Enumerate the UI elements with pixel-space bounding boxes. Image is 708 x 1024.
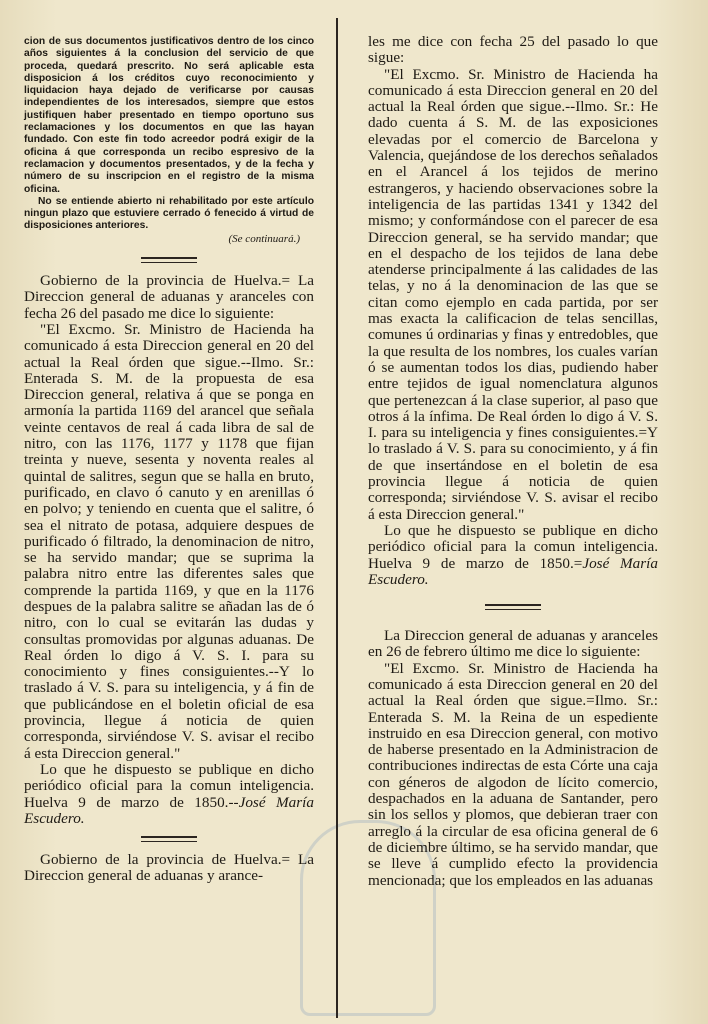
decree-paragraph: cion de sus documentos justificativos dentro de los cinco años siguientes á la conclusion del servicio de que proceda, quedará prescrito. No será aplicable esta disposicion á los créditos cuyo reconocimiento y liquidacion haya dejado de verificarse por causas independientes de los interesados, siempre que estos justifiquen haber presentado en tiempo oportuno sus reclamaciones y los documentos en que las hayan fundado. Con este fin todo acreedor podrá exigir de la oficina á que corresponda un recibo espresivo de la reclamacion y documentos presentados, y de la fecha y número de su inscripcion en el registro de la misma oficina. <box>24 36 314 195</box>
article-algodon <box>368 628 658 889</box>
signature: José María Escudero. <box>368 554 658 588</box>
royal-order-quote: "El Excmo. Sr. Ministro de Hacienda ha comunicado á esta Direccion general en 20 del actual la Real órden que sigue.--Ilmo. Sr.: Enterada S. M. de la propuesta de esa Direccion general, relativa á que se ponga en armonía la partida 1169 del arancel que señala veinte centavos de real á cada libra de sal de nitro, con las 1176, 1177 y 1178 que fijan treinta y nueve, sesenta y noventa reales al quintal de salitres, segun que se halla en bruto, purificado, en clavo ó canuto y en arenillas ó en polvo; y teniendo en cuenta que el salitre, ó sea el nitrato de potasa, adquiere despues de purificado ó filtrado, la denominacion de nitro, se ha servido mandar; que se suprima la palabra nitro entre las diferentes sales que comprende la partida 1169, y que en la 1176 despues de la palabra salitre se añadan las de ó nitro, con lo cual se evitarán las dudas y consultas promovidas por algunas aduanas. De Real órden lo digo á V. S. I. para su conocimiento y fines consiguientes.--Y lo traslado á V. S. para su inteligencia, y á fin de que publicándose en el boletin oficial de esa provincia, llegue á noticia de quien corresponda, sirviéndose V. S. avisar el recibo á esta Direccion general." <box>24 320 314 762</box>
royal-order-quote: "El Excmo. Sr. Ministro de Hacienda ha comunicado á esta Direccion general en 20 del actual la Real órden que sigue.=Ilmo. Sr.: Enterada S. M. la Reina de un espediente instruido en esa Direccion general, con motivo de haberse presentado en la Administracion de contribuciones indirectas de esta Córte una caja con géneros de algodon de lícito comercio, despachados en la aduana de Santander, pero sin los sellos y plomos, que debieran traer con arreglo á la circular de esa oficina general de 6 de diciembre último, se ha servido mandar, que se lleve á cumplido efecto la providencia mencionada; que los empleados en las aduanas <box>368 659 658 889</box>
article-intro: La Direccion general de aduanas y aranceles en 26 de febrero último me dice lo siguiente: <box>368 627 658 661</box>
article-heading-rest: La Direccion general de aduanas y arance- <box>24 851 314 885</box>
right-column <box>368 34 658 889</box>
closing-text: Lo que he dispuesto se publique en dicho periódico oficial para la comun inteligencia. Huelva 9 de marzo de 1850.= <box>368 521 658 572</box>
article-heading: Gobierno de la provincia de Huelva.= <box>40 851 291 869</box>
article-heading-rest: La Direccion general de aduanas y aranceles con fecha 26 del pasado me dice lo siguiente: <box>24 272 314 322</box>
article-huelva-nitro <box>24 273 314 827</box>
article-tejidos <box>368 34 658 588</box>
left-column <box>24 36 314 885</box>
section-separator <box>141 836 197 842</box>
section-separator <box>485 604 541 610</box>
article-huelva-2 <box>24 852 314 885</box>
decree-paragraph: No se entiende abierto ni rehabilitado por este artículo ningun plazo que estuviere cerrado ó fenecido á virtud de disposiciones anteriores. <box>24 195 314 232</box>
column-divider <box>336 18 338 1018</box>
signature: José María Escudero. <box>24 793 314 827</box>
article-heading: Gobierno de la provincia de Huelva.= <box>40 272 291 290</box>
closing-text: Lo que he dispuesto se publique en dicho periódico oficial para la comun inteligencia. Huelva 9 de marzo de 1850.-- <box>24 760 314 811</box>
section-separator <box>141 257 197 263</box>
royal-order-quote: "El Excmo. Sr. Ministro de Hacienda ha comunicado á esta Direccion general en 20 del actual la Real órden que sigue.--Ilmo. Sr.: He dado cuenta á S. M. de las exposiciones elevadas por el comercio de Barcelona y Valencia, quejándose de los derechos señalados en el Arancel á los tejidos de merino estrangeros, y haciendo observaciones sobre la inteligencia de las partidas 1341 y 1342 del mismo; y conformándose con el parecer de esa Direccion general, se ha servido mandar; que en el despacho de los tejidos de lana debe atenderse principalmente á las calidades de las telas, y no á la denominacion de las que se citan como ejemplo en cada partida, por ser mas exacta la calificacion de telas sencillas, comunes ú ordinarias y finas y entredobles, que la que resulta de los nombres, los cuales varían ó se aumentan todos los dias, pudiendo haber entre tejidos de igual nomenclatura algunos que pertenezcan á la clase superior, al paso que otros á la ínfima. De Real órden lo digo á V. S. I. para su inteligencia y fines consiguientes.=Y lo traslado á V. S. para su conocimiento, y á fin de que insertándose en el boletin de esa provincia llegue á noticia de quien corresponda; sirviéndose V. S. avisar el recibo á esta Direccion general." <box>368 65 658 523</box>
decree-text-block <box>24 36 314 245</box>
continuation-text: les me dice con fecha 25 del pasado lo que sigue: <box>368 33 658 67</box>
to-be-continued-note: (Se continuará.) <box>228 232 300 245</box>
